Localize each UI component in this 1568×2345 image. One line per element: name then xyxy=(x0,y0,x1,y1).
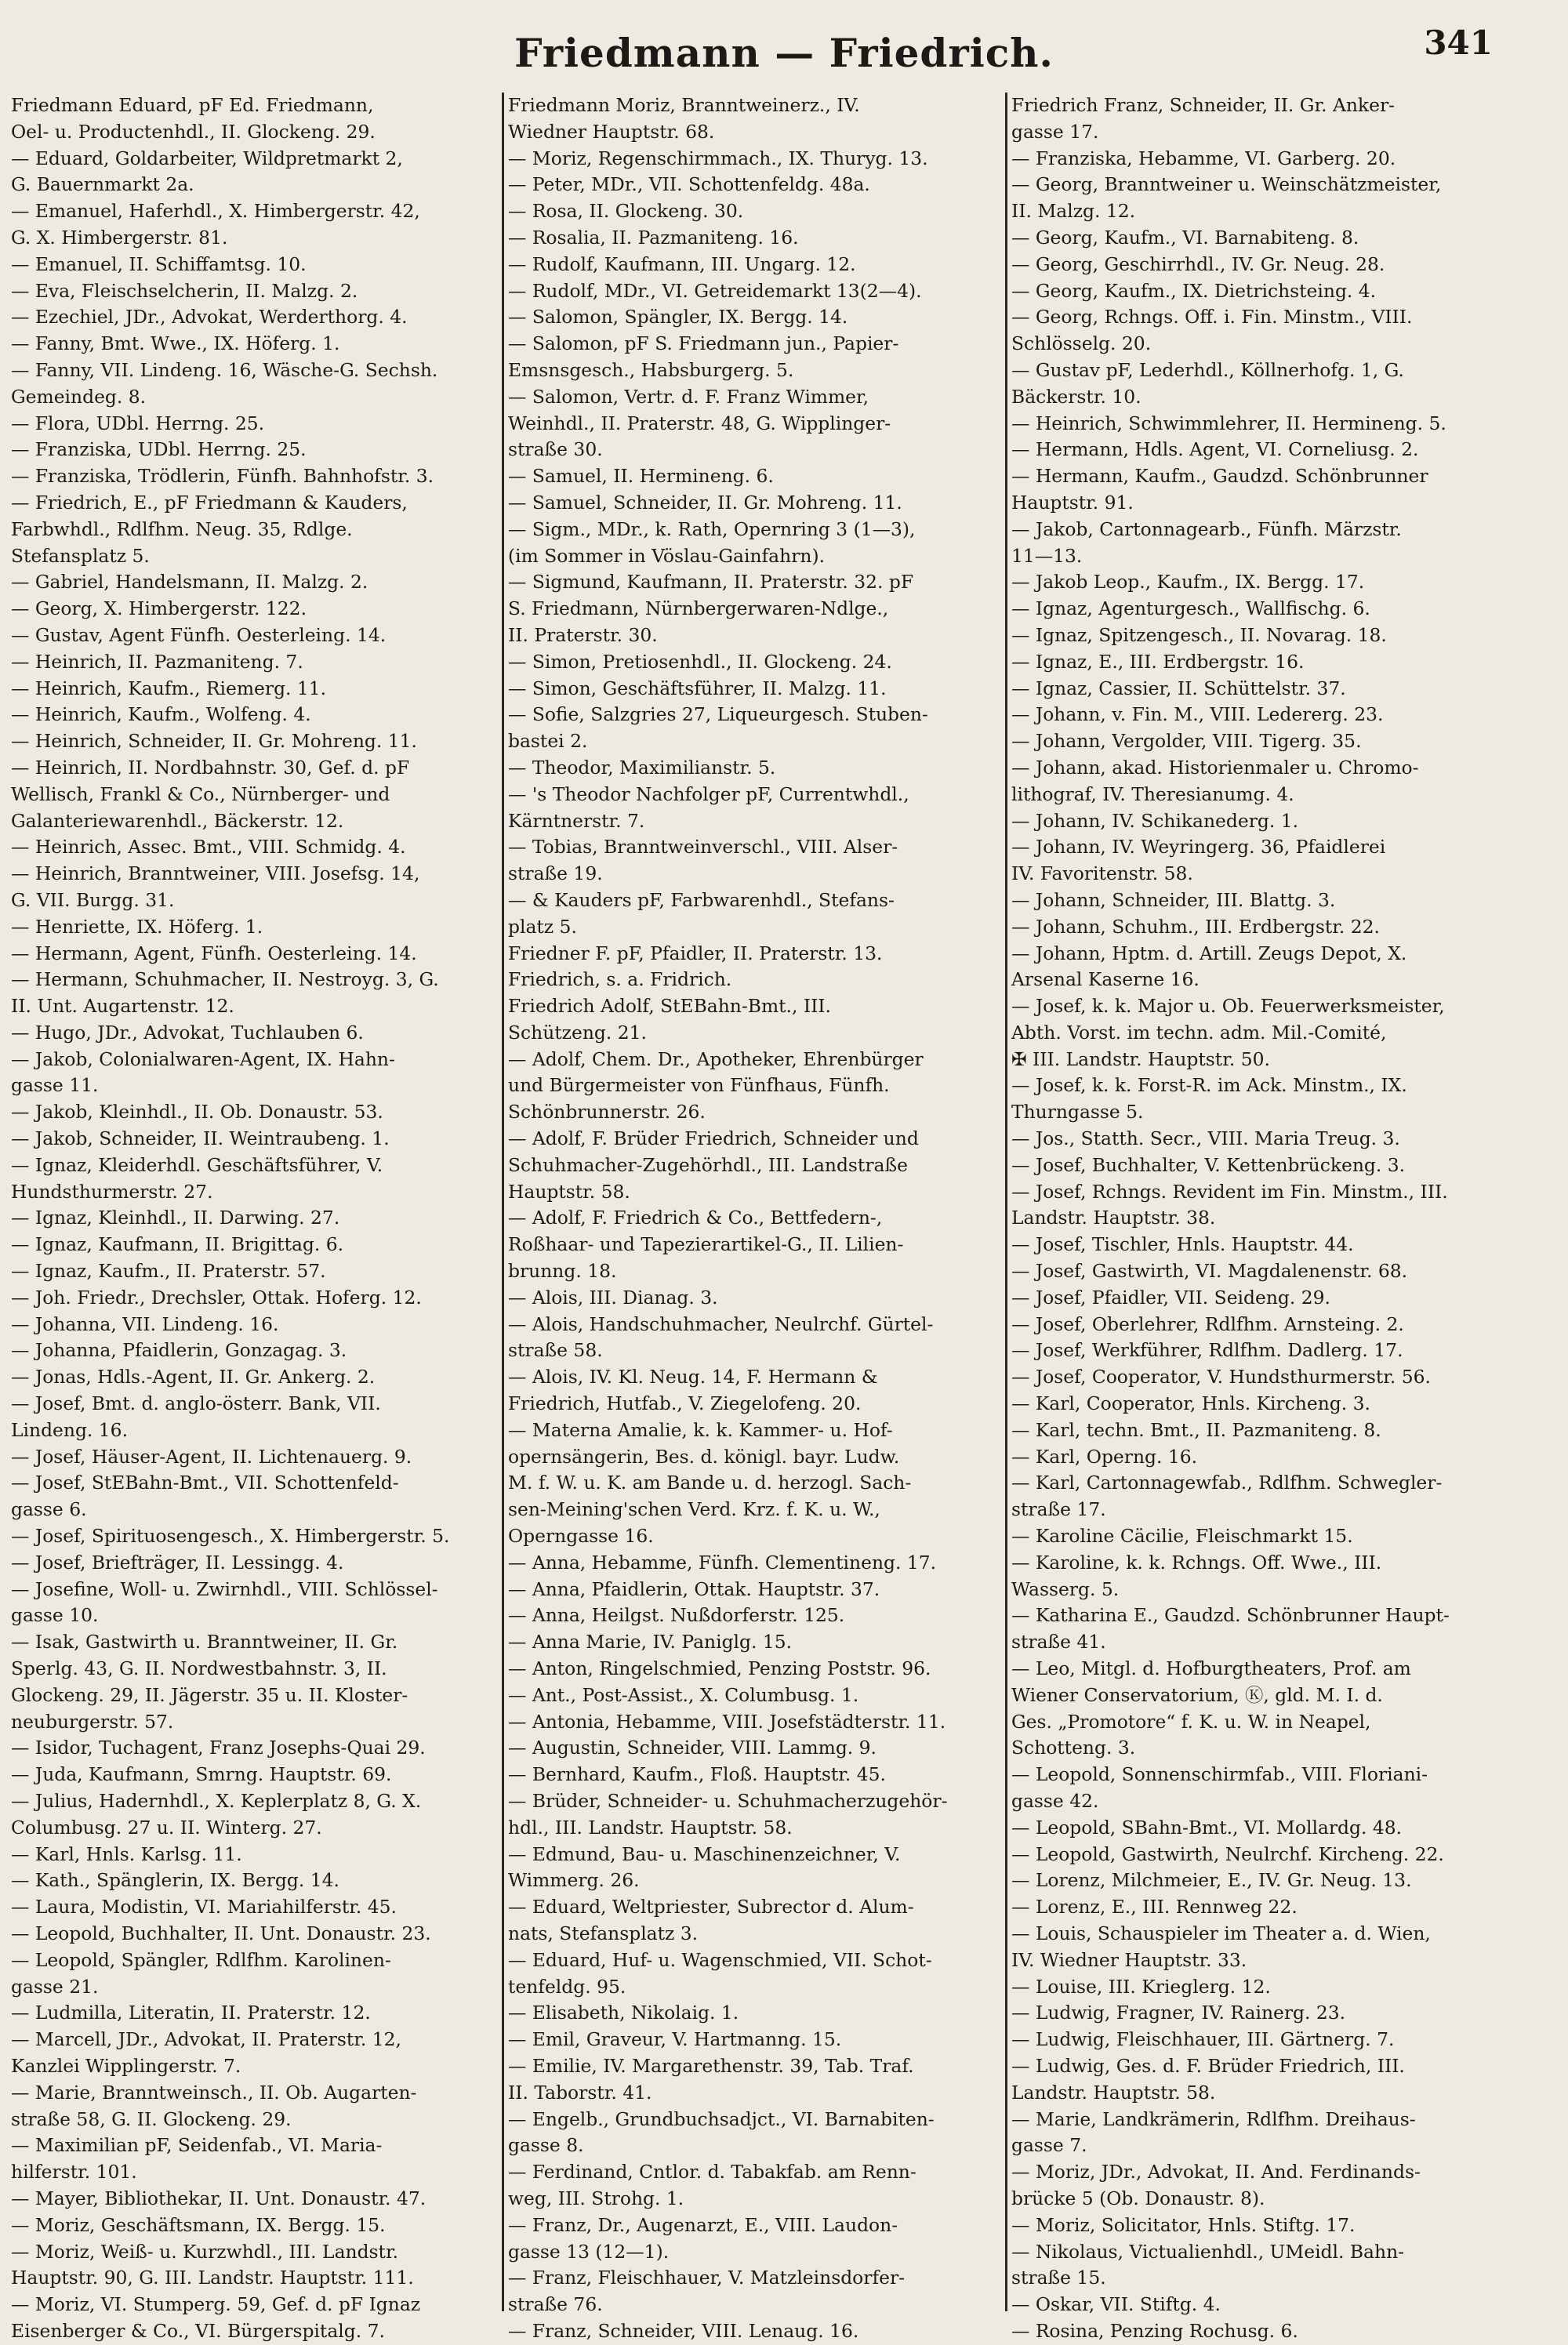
directory-entry-line: weg, III. Strohg. 1. xyxy=(508,2187,684,2209)
directory-entry-line: — Johann, akad. Historienmaler u. Chromo- xyxy=(1011,756,1419,779)
directory-entry-line: — Ferdinand, Cntlor. d. Tabakfab. am Renn- xyxy=(508,2161,916,2183)
directory-entry-line: — Bernhard, Kaufm., Floß. Hauptstr. 45. xyxy=(508,1763,886,1786)
directory-entry-line: — Alois, III. Dianag. 3. xyxy=(508,1286,718,1309)
directory-entry-line: — Rosa, II. Glockeng. 30. xyxy=(508,200,744,223)
directory-entry-line: — Salomon, Vertr. d. F. Franz Wimmer, xyxy=(508,385,869,408)
directory-entry-line: — Gustav, Agent Fünfh. Oesterleing. 14. xyxy=(11,623,387,646)
directory-entry-line: Abth. Vorst. im techn. adm. Mil.-Comité, xyxy=(1011,1021,1387,1044)
directory-entry-line: sen-Meining'schen Verd. Krz. f. K. u. W., xyxy=(508,1498,880,1521)
directory-entry-line: — Ludmilla, Literatin, II. Praterstr. 12. xyxy=(11,2002,371,2024)
directory-entry-line: Wiener Conservatorium, Ⓚ, gld. M. I. d. xyxy=(1011,1683,1383,1706)
directory-entry-line: — 's Theodor Nachfolger pF, Currentwhdl., xyxy=(508,782,909,805)
directory-entry-line: — Johann, Hptm. d. Artill. Zeugs Depot, X. xyxy=(1011,942,1407,964)
directory-entry-line: Friedrich, Hutfab., V. Ziegelofeng. 20. xyxy=(508,1392,862,1415)
directory-entry-line: Stefansplatz 5. xyxy=(11,544,150,567)
directory-entry-line: — Sigmund, Kaufmann, II. Praterstr. 32. pF xyxy=(508,571,914,594)
directory-entry-line: — Flora, UDbl. Herrng. 25. xyxy=(11,412,265,434)
directory-entry-line: Friedrich Adolf, StEBahn-Bmt., III. xyxy=(508,995,831,1018)
directory-entry-line: straße 76. xyxy=(508,2293,603,2316)
running-title: Friedmann — Friedrich. xyxy=(514,30,1054,76)
directory-entry-line: Lindeng. 16. xyxy=(11,1418,129,1441)
directory-entry-line: — Ludwig, Fragner, IV. Rainerg. 23. xyxy=(1011,2002,1346,2024)
directory-entry-line: II. Taborstr. 41. xyxy=(508,2081,652,2104)
directory-entry-line: — Leopold, Sonnenschirmfab., VIII. Floriani- xyxy=(1011,1763,1428,1786)
directory-entry-line: — Jonas, Hdls.-Agent, II. Gr. Ankerg. 2. xyxy=(11,1366,376,1388)
directory-entry-line: Landstr. Hauptstr. 38. xyxy=(1011,1207,1216,1229)
directory-entry-line: — Georg, Branntweiner u. Weinschätzmeister, xyxy=(1011,173,1442,196)
directory-entry-line: — Ignaz, Spitzengesch., II. Novarag. 18. xyxy=(1011,623,1387,646)
directory-entry-line: — Heinrich, Kaufm., Wolfeng. 4. xyxy=(11,703,311,726)
directory-entry-line: — Johann, Vergolder, VIII. Tigerg. 35. xyxy=(1011,730,1362,753)
directory-entry-line: — Rudolf, MDr., VI. Getreidemarkt 13(2—4). xyxy=(508,279,922,302)
directory-entry-line: — Georg, Kaufm., IX. Dietrichsteing. 4. xyxy=(1011,279,1377,302)
directory-entry-line: Schotteng. 3. xyxy=(1011,1737,1136,1759)
directory-entry-line: Hauptstr. 58. xyxy=(508,1180,630,1203)
directory-entry-line: S. Friedmann, Nürnbergerwaren-Ndlge., xyxy=(508,597,889,620)
directory-entry-line: — Jakob, Kleinhdl., II. Ob. Donaustr. 53. xyxy=(11,1101,383,1123)
directory-entry-line: platz 5. xyxy=(508,915,577,938)
directory-entry-line: Operngasse 16. xyxy=(508,1525,654,1548)
directory-entry-line: Oel- u. Productenhdl., II. Glockeng. 29. xyxy=(11,120,376,143)
directory-entry-line: straße 58, G. II. Glockeng. 29. xyxy=(11,2107,292,2130)
directory-entry-line: — Ignaz, Cassier, II. Schüttelstr. 37. xyxy=(1011,677,1346,699)
directory-entry-line: — Leo, Mitgl. d. Hofburgtheaters, Prof. am xyxy=(1011,1657,1411,1680)
directory-entry-line: — Heinrich, Kaufm., Riemerg. 11. xyxy=(11,677,327,699)
directory-entry-line: gasse 17. xyxy=(1011,120,1099,143)
directory-entry-line: IV. Favoritenstr. 58. xyxy=(1011,862,1193,885)
directory-entry-line: — Josef, Rchngs. Revident im Fin. Minstm., III. xyxy=(1011,1180,1448,1203)
directory-entry-line: — Georg, Geschirrhdl., IV. Gr. Neug. 28. xyxy=(1011,252,1385,275)
directory-entry-line: — Laura, Modistin, VI. Mariahilferstr. 45. xyxy=(11,1896,397,1918)
directory-entry-line: — Eduard, Goldarbeiter, Wildpretmarkt 2, xyxy=(11,147,403,169)
directory-entry-line: Schönbrunnerstr. 26. xyxy=(508,1101,706,1123)
directory-entry-line: Friedner F. pF, Pfaidler, II. Praterstr. 13. xyxy=(508,942,883,964)
directory-entry-line: — Isak, Gastwirth u. Branntweiner, II. Gr. xyxy=(11,1631,398,1653)
directory-entry-line: — Josef, Häuser-Agent, II. Lichtenauerg. 9. xyxy=(11,1445,412,1468)
directory-entry-line: gasse 8. xyxy=(508,2134,584,2157)
directory-entry-line: — Emilie, IV. Margarethenstr. 39, Tab. Traf. xyxy=(508,2054,914,2077)
directory-entry-line: — Louise, III. Krieglerg. 12. xyxy=(1011,1975,1271,1998)
directory-entry-line: — Leopold, SBahn-Bmt., VI. Mollardg. 48. xyxy=(1011,1816,1403,1839)
directory-entry-line: — Johanna, VII. Lindeng. 16. xyxy=(11,1312,279,1335)
directory-entry-line: — Franziska, Trödlerin, Fünfh. Bahnhofstr. 3. xyxy=(11,465,434,488)
directory-entry-line: Hauptstr. 90, G. III. Landstr. Hauptstr. 111. xyxy=(11,2267,414,2289)
directory-entry-line: — Jakob, Colonialwaren-Agent, IX. Hahn- xyxy=(11,1047,395,1070)
directory-entry-line: Wasserg. 5. xyxy=(1011,1577,1120,1600)
directory-entry-line: — Joh. Friedr., Drechsler, Ottak. Hoferg. 12. xyxy=(11,1286,422,1309)
directory-entry-line: brunng. 18. xyxy=(508,1260,617,1283)
directory-entry-line: — Ant., Post-Assist., X. Columbusg. 1. xyxy=(508,1683,859,1706)
directory-entry-line: — Moriz, VI. Stumperg. 59, Gef. d. pF Ignaz xyxy=(11,2293,421,2316)
directory-entry-line: — Hermann, Kaufm., Gaudzd. Schönbrunner xyxy=(1011,465,1428,488)
directory-entry-line: — Moriz, Regenschirmmach., IX. Thuryg. 13. xyxy=(508,147,928,169)
directory-entry-line: neuburgerstr. 57. xyxy=(11,1710,174,1733)
directory-entry-line: gasse 6. xyxy=(11,1498,87,1521)
directory-entry-line: — Hermann, Agent, Fünfh. Oesterleing. 14. xyxy=(11,942,417,964)
page-number: 341 xyxy=(1424,24,1493,62)
directory-entry-line: — Franz, Schneider, VIII. Lenaug. 16. xyxy=(508,2319,859,2342)
directory-entry-line: — Marie, Landkrämerin, Rdlfhm. Dreihaus- xyxy=(1011,2107,1416,2130)
directory-entry-line: — Josef, Pfaidler, VII. Seideng. 29. xyxy=(1011,1286,1330,1309)
directory-entry-line: — Rosalia, II. Pazmaniteng. 16. xyxy=(508,226,799,249)
directory-entry-line: — Brüder, Schneider- u. Schuhmacherzugehör- xyxy=(508,1790,948,1812)
directory-entry-line: — Kath., Spänglerin, IX. Bergg. 14. xyxy=(11,1869,339,1892)
directory-entry-line: — Anna Marie, IV. Paniglg. 15. xyxy=(508,1631,793,1653)
directory-entry-line: — Rosina, Penzing Rochusg. 6. xyxy=(1011,2319,1298,2342)
directory-entry-line: — Karl, Operng. 16. xyxy=(1011,1445,1198,1468)
directory-entry-line: 11—13. xyxy=(1011,544,1083,567)
directory-entry-line: — Johann, Schneider, III. Blattg. 3. xyxy=(1011,888,1336,911)
directory-entry-line: — Karl, techn. Bmt., II. Pazmaniteng. 8. xyxy=(1011,1418,1381,1441)
directory-entry-line: — Moriz, Geschäftsmann, IX. Bergg. 15. xyxy=(11,2213,386,2236)
directory-entry-line: — Sigm., MDr., k. Rath, Opernring 3 (1—3), xyxy=(508,517,916,540)
directory-entry-line: — Josef, Bmt. d. anglo-österr. Bank, VII. xyxy=(11,1392,381,1415)
directory-entry-line: — Josef, Briefträger, II. Lessingg. 4. xyxy=(11,1551,344,1574)
directory-entry-line: — Ignaz, Kaufmann, II. Brigittag. 6. xyxy=(11,1233,344,1256)
directory-entry-line: — Ignaz, Kleinhdl., II. Darwing. 27. xyxy=(11,1207,340,1229)
directory-entry-line: — Ignaz, Agenturgesch., Wallfischg. 6. xyxy=(1011,597,1370,620)
directory-entry-line: straße 17. xyxy=(1011,1498,1106,1521)
directory-entry-line: opernsängerin, Bes. d. königl. bayr. Ludw. xyxy=(508,1445,900,1468)
directory-entry-line: hilferstr. 101. xyxy=(11,2161,137,2183)
directory-entry-line: tenfeldg. 95. xyxy=(508,1975,626,1998)
directory-entry-line: — Gabriel, Handelsmann, II. Malzg. 2. xyxy=(11,571,368,594)
directory-entry-line: — Josef, Werkführer, Rdlfhm. Dadlerg. 17. xyxy=(1011,1339,1403,1362)
directory-entry-line: — Franziska, Hebamme, VI. Garberg. 20. xyxy=(1011,147,1396,169)
directory-entry-line: — Henriette, IX. Höferg. 1. xyxy=(11,915,263,938)
directory-entry-line: Hundsthurmerstr. 27. xyxy=(11,1180,213,1203)
directory-entry-line: — Adolf, F. Brüder Friedrich, Schneider und xyxy=(508,1127,919,1150)
directory-entry-line: Landstr. Hauptstr. 58. xyxy=(1011,2081,1216,2104)
directory-entry-line: — Karoline, k. k. Rchngs. Off. Wwe., III. xyxy=(1011,1551,1382,1574)
directory-entry-line: — Marcell, JDr., Advokat, II. Praterstr. 12, xyxy=(11,2028,401,2051)
directory-entry-line: hdl., III. Landstr. Hauptstr. 58. xyxy=(508,1816,793,1839)
directory-entry-line: — Eduard, Weltpriester, Subrector d. Alum- xyxy=(508,1896,914,1918)
directory-entry-line: — Karoline Cäcilie, Fleischmarkt 15. xyxy=(1011,1525,1353,1548)
directory-entry-line: — Leopold, Spängler, Rdlfhm. Karolinen- xyxy=(11,1948,391,1971)
directory-entry-line: — Simon, Geschäftsführer, II. Malzg. 11. xyxy=(508,677,887,699)
directory-entry-line: gasse 10. xyxy=(11,1604,99,1627)
directory-entry-line: — Antonia, Hebamme, VIII. Josefstädterstr. 11. xyxy=(508,1710,946,1733)
page-header xyxy=(0,0,1568,85)
directory-entry-line: — Anna, Hebamme, Fünfh. Clementineng. 17. xyxy=(508,1551,937,1574)
directory-entry-line: — Hermann, Schuhmacher, II. Nestroyg. 3, G. xyxy=(11,968,439,991)
directory-entry-line: — Ignaz, E., III. Erdbergstr. 16. xyxy=(1011,650,1305,673)
directory-entry-line: — Adolf, Chem. Dr., Apotheker, Ehrenbürger xyxy=(508,1047,924,1070)
directory-entry-line: — Louis, Schauspieler im Theater a. d. Wien, xyxy=(1011,1922,1431,1944)
directory-entry-line: Glockeng. 29, II. Jägerstr. 35 u. II. Kloster- xyxy=(11,1683,408,1706)
directory-entry-line: — Johann, IV. Weyringerg. 36, Pfaidlerei xyxy=(1011,836,1386,859)
column-divider xyxy=(1005,93,1007,2311)
directory-entry-line: Arsenal Kaserne 16. xyxy=(1011,968,1200,991)
directory-entry-line: G. VII. Burgg. 31. xyxy=(11,888,175,911)
directory-entry-line: — Emil, Graveur, V. Hartmanng. 15. xyxy=(508,2028,842,2051)
directory-entry-line: — Gustav pF, Lederhdl., Köllnerhofg. 1, G. xyxy=(1011,358,1404,381)
directory-entry-line: Galanteriewarenhdl., Bäckerstr. 12. xyxy=(11,809,344,832)
directory-entry-line: — Moriz, Weiß- u. Kurzwhdl., III. Landstr. xyxy=(11,2240,398,2263)
directory-entry-line: — Moriz, JDr., Advokat, II. And. Ferdinands- xyxy=(1011,2161,1421,2183)
directory-entry-line: Emsnsgesch., Habsburgerg. 5. xyxy=(508,358,794,381)
directory-entry-line: — Jakob Leop., Kaufm., IX. Bergg. 17. xyxy=(1011,571,1365,594)
directory-entry-line: Sperlg. 43, G. II. Nordwestbahnstr. 3, II. xyxy=(11,1657,387,1680)
directory-entry-line: Kärntnerstr. 7. xyxy=(508,809,645,832)
directory-entry-line: gasse 42. xyxy=(1011,1790,1099,1812)
directory-entry-line: — Katharina E., Gaudzd. Schönbrunner Haupt- xyxy=(1011,1604,1450,1627)
directory-entry-line: — Emanuel, II. Schiffamtsg. 10. xyxy=(11,252,307,275)
directory-entry-line: — Karl, Hnls. Karlsg. 11. xyxy=(11,1842,242,1865)
directory-entry-line: — Eva, Fleischselcherin, II. Malzg. 2. xyxy=(11,279,358,302)
directory-entry-line: — Juda, Kaufmann, Smrng. Hauptstr. 69. xyxy=(11,1763,392,1786)
directory-entry-line: — Jakob, Cartonnagearb., Fünfh. Märzstr. xyxy=(1011,517,1402,540)
directory-entry-line: gasse 13 (12—1). xyxy=(508,2240,670,2263)
directory-entry-line: — Heinrich, Branntweiner, VIII. Josefsg. 14, xyxy=(11,862,420,885)
directory-entry-line: — Ignaz, Kleiderhdl. Geschäftsführer, V. xyxy=(11,1153,383,1176)
directory-entry-line: — Emanuel, Haferhdl., X. Himbergerstr. 42, xyxy=(11,200,420,223)
directory-entry-line: — Josef, StEBahn-Bmt., VII. Schottenfeld- xyxy=(11,1472,399,1494)
directory-entry-line: — Georg, Rchngs. Off. i. Fin. Minstm., VIII. xyxy=(1011,306,1413,329)
directory-entry-line: — Anna, Pfaidlerin, Ottak. Hauptstr. 37. xyxy=(508,1577,880,1600)
directory-entry-line: — Johann, Schuhm., III. Erdbergstr. 22. xyxy=(1011,915,1380,938)
directory-entry-line: — Alois, IV. Kl. Neug. 14, F. Hermann & xyxy=(508,1366,878,1388)
directory-entry-line: — Ignaz, Kaufm., II. Praterstr. 57. xyxy=(11,1260,326,1283)
directory-entry-line: — Hugo, JDr., Advokat, Tuchlauben 6. xyxy=(11,1021,364,1044)
directory-entry-line: — Josef, k. k. Major u. Ob. Feuerwerksmeister, xyxy=(1011,995,1445,1018)
directory-entry-line: — Ludwig, Fleischhauer, III. Gärtnerg. 7. xyxy=(1011,2028,1395,2051)
directory-entry-line: gasse 7. xyxy=(1011,2134,1087,2157)
directory-entry-line: — Franz, Fleischhauer, V. Matzleinsdorfer- xyxy=(508,2267,906,2289)
directory-entry-line: Weinhdl., II. Praterstr. 48, G. Wipplinger- xyxy=(508,412,891,434)
directory-entry-line: — Simon, Pretiosenhdl., II. Glockeng. 24. xyxy=(508,650,892,673)
directory-entry-line: — Ezechiel, JDr., Advokat, Werderthorg. 4. xyxy=(11,306,408,329)
directory-entry-line: — Johann, IV. Schikanederg. 1. xyxy=(1011,809,1299,832)
directory-entry-line: — Heinrich, Schneider, II. Gr. Mohreng. 11. xyxy=(11,730,417,753)
directory-entry-line: — Sofie, Salzgries 27, Liqueurgesch. Stuben- xyxy=(508,703,928,726)
directory-entry-line: — Josef, Gastwirth, VI. Magdalenenstr. 68. xyxy=(1011,1260,1408,1283)
directory-entry-line: — Heinrich, Schwimmlehrer, II. Hermineng. 5. xyxy=(1011,412,1446,434)
directory-entry-line: Gemeindeg. 8. xyxy=(11,385,147,408)
directory-entry-line: Schlösselg. 20. xyxy=(1011,332,1152,355)
directory-entry-line: — Nikolaus, Victualienhdl., UMeidl. Bahn- xyxy=(1011,2240,1405,2263)
directory-entry-line: — Georg, Kaufm., VI. Barnabiteng. 8. xyxy=(1011,226,1359,249)
directory-entry-line: — Isidor, Tuchagent, Franz Josephs-Quai 29. xyxy=(11,1737,426,1759)
directory-entry-line: Kanzlei Wipplingerstr. 7. xyxy=(11,2054,241,2077)
directory-entry-line: ✠ III. Landstr. Hauptstr. 50. xyxy=(1011,1047,1270,1070)
directory-entry-line: IV. Wiedner Hauptstr. 33. xyxy=(1011,1948,1247,1971)
directory-entry-line: — Adolf, F. Friedrich & Co., Bettfedern-, xyxy=(508,1207,883,1229)
directory-entry-line: — Marie, Branntweinsch., II. Ob. Augarten- xyxy=(11,2081,417,2104)
directory-entry-line: — Josef, Cooperator, V. Hundsthurmerstr. 56. xyxy=(1011,1366,1431,1388)
directory-entry-line: — Edmund, Bau- u. Maschinenzeichner, V. xyxy=(508,1842,901,1865)
directory-entry-line: Friedmann Moriz, Branntweinerz., IV. xyxy=(508,94,860,116)
directory-entry-line: — Julius, Hadernhdl., X. Keplerplatz 8, G. X. xyxy=(11,1790,422,1812)
directory-entry-line: — Franz, Dr., Augenarzt, E., VIII. Laudon- xyxy=(508,2213,898,2236)
directory-entry-line: Friedmann Eduard, pF Ed. Friedmann, xyxy=(11,94,374,116)
directory-entry-line: — Salomon, Spängler, IX. Bergg. 14. xyxy=(508,306,848,329)
directory-entry-line: — Lorenz, E., III. Rennweg 22. xyxy=(1011,1896,1298,1918)
directory-column-2 xyxy=(508,93,994,2342)
directory-entry-line: — Heinrich, II. Pazmaniteng. 7. xyxy=(11,650,303,673)
directory-entry-line: — Jakob, Schneider, II. Weintraubeng. 1. xyxy=(11,1127,390,1150)
directory-entry-line: straße 41. xyxy=(1011,1631,1106,1653)
directory-entry-line: Friedrich Franz, Schneider, II. Gr. Anker- xyxy=(1011,94,1396,116)
directory-entry-line: Schützeng. 21. xyxy=(508,1021,647,1044)
directory-entry-line: — Theodor, Maximilianstr. 5. xyxy=(508,756,776,779)
directory-entry-line: — Engelb., Grundbuchsadjct., VI. Barnabiten- xyxy=(508,2107,935,2130)
directory-entry-line: Roßhaar- und Tapezierartikel-G., II. Lilien- xyxy=(508,1233,904,1256)
directory-entry-line: Ges. „Promotore“ f. K. u. W. in Neapel, xyxy=(1011,1710,1371,1733)
directory-entry-line: straße 58. xyxy=(508,1339,603,1362)
directory-entry-line: — Alois, Handschuhmacher, Neulrchf. Gürtel- xyxy=(508,1312,934,1335)
directory-entry-line: — Josef, Spirituosengesch., X. Himbergerstr. 5. xyxy=(11,1525,450,1548)
directory-entry-line: — Moriz, Solicitator, Hnls. Stiftg. 17. xyxy=(1011,2213,1356,2236)
directory-entry-line: G. Bauernmarkt 2a. xyxy=(11,173,194,196)
directory-entry-line: — Maximilian pF, Seidenfab., VI. Maria- xyxy=(11,2134,383,2157)
directory-entry-line: — Tobias, Branntweinverschl., VIII. Alser- xyxy=(508,836,898,859)
directory-entry-line: — Josef, Tischler, Hnls. Hauptstr. 44. xyxy=(1011,1233,1354,1256)
directory-column-1 xyxy=(11,93,497,2342)
column-divider xyxy=(502,93,504,2311)
directory-entry-line: — Lorenz, Milchmeier, E., IV. Gr. Neug. 13. xyxy=(1011,1869,1412,1892)
directory-entry-line: — Anton, Ringelschmied, Penzing Poststr. 96. xyxy=(508,1657,931,1680)
directory-entry-line: — Augustin, Schneider, VIII. Lammg. 9. xyxy=(508,1737,877,1759)
directory-entry-line: Thurngasse 5. xyxy=(1011,1101,1144,1123)
directory-entry-line: straße 30. xyxy=(508,438,603,461)
directory-entry-line: — Johanna, Pfaidlerin, Gonzagag. 3. xyxy=(11,1339,347,1362)
directory-entry-line: — Jos., Statth. Secr., VIII. Maria Treug. 3. xyxy=(1011,1127,1400,1150)
directory-entry-line: M. f. W. u. K. am Bande u. d. herzogl. Sach- xyxy=(508,1472,912,1494)
directory-entry-line: — Samuel, II. Hermineng. 6. xyxy=(508,465,774,488)
directory-entry-line: — Elisabeth, Nikolaig. 1. xyxy=(508,2002,739,2024)
directory-entry-line: — Rudolf, Kaufmann, III. Ungarg. 12. xyxy=(508,252,856,275)
directory-column-3 xyxy=(1011,93,1497,2342)
directory-entry-line: Eisenberger & Co., VI. Bürgerspitalg. 7. xyxy=(11,2319,385,2342)
directory-entry-line: gasse 21. xyxy=(11,1975,99,1998)
directory-entry-line: — Johann, v. Fin. M., VIII. Ledererg. 23. xyxy=(1011,703,1384,726)
directory-entry-line: — Samuel, Schneider, II. Gr. Mohreng. 11. xyxy=(508,491,902,514)
directory-entry-line: Wiedner Hauptstr. 68. xyxy=(508,120,715,143)
directory-entry-line: — Heinrich, Assec. Bmt., VIII. Schmidg. 4. xyxy=(11,836,406,859)
directory-entry-line: — Salomon, pF S. Friedmann jun., Papier- xyxy=(508,332,899,355)
directory-entry-line: Bäckerstr. 10. xyxy=(1011,385,1142,408)
directory-entry-line: — Josef, Buchhalter, V. Kettenbrückeng. 3. xyxy=(1011,1153,1406,1176)
directory-entry-line: — Josef, Oberlehrer, Rdlfhm. Arnsteing. 2. xyxy=(1011,1312,1404,1335)
directory-entry-line: brücke 5 (Ob. Donaustr. 8). xyxy=(1011,2187,1265,2209)
directory-entry-line: nats, Stefansplatz 3. xyxy=(508,1922,699,1944)
directory-entry-line: Wimmerg. 26. xyxy=(508,1869,640,1892)
directory-entry-line: — Fanny, VII. Lindeng. 16, Wäsche-G. Sechsh. xyxy=(11,358,438,381)
directory-entry-line: gasse 11. xyxy=(11,1074,99,1097)
directory-entry-line: — Heinrich, II. Nordbahnstr. 30, Gef. d. pF xyxy=(11,756,410,779)
directory-entry-line: Farbwhdl., Rdlfhm. Neug. 35, Rdlge. xyxy=(11,517,353,540)
directory-entry-line: — Eduard, Huf- u. Wagenschmied, VII. Schot- xyxy=(508,1948,932,1971)
directory-entry-line: — Materna Amalie, k. k. Kammer- u. Hof- xyxy=(508,1418,893,1441)
directory-entry-line: — Franziska, UDbl. Herrng. 25. xyxy=(11,438,307,461)
directory-entry-line: — Karl, Cartonnagewfab., Rdlfhm. Schwegler- xyxy=(1011,1472,1443,1494)
directory-entry-line: straße 19. xyxy=(508,862,603,885)
directory-entry-line: — Anna, Heilgst. Nußdorferstr. 125. xyxy=(508,1604,845,1627)
directory-entry-line: — Friedrich, E., pF Friedmann & Kauders, xyxy=(11,491,408,514)
directory-entry-line: II. Malzg. 12. xyxy=(1011,200,1136,223)
directory-entry-line: — Mayer, Bibliothekar, II. Unt. Donaustr. 47. xyxy=(11,2187,426,2209)
directory-entry-line: — Fanny, Bmt. Wwe., IX. Höferg. 1. xyxy=(11,332,340,355)
directory-entry-line: — Leopold, Buchhalter, II. Unt. Donaustr. 23. xyxy=(11,1922,431,1944)
directory-entry-line: — Ludwig, Ges. d. F. Brüder Friedrich, III. xyxy=(1011,2054,1405,2077)
directory-entry-line: Schuhmacher-Zugehörhdl., III. Landstraße xyxy=(508,1153,908,1176)
directory-entry-line: Hauptstr. 91. xyxy=(1011,491,1134,514)
directory-entry-line: Columbusg. 27 u. II. Winterg. 27. xyxy=(11,1816,322,1839)
directory-entry-line: Friedrich, s. a. Fridrich. xyxy=(508,968,732,991)
directory-entry-line: II. Praterstr. 30. xyxy=(508,623,658,646)
directory-entry-line: — Josef, k. k. Forst-R. im Ack. Minstm., IX. xyxy=(1011,1074,1407,1097)
directory-entry-line: — Leopold, Gastwirth, Neulrchf. Kircheng. 22. xyxy=(1011,1842,1444,1865)
directory-entry-line: bastei 2. xyxy=(508,730,588,753)
directory-entry-line: G. X. Himbergerstr. 81. xyxy=(11,226,228,249)
directory-entry-line: — Josefine, Woll- u. Zwirnhdl., VIII. Schlössel- xyxy=(11,1577,438,1600)
directory-entry-line: — Oskar, VII. Stiftg. 4. xyxy=(1011,2293,1221,2316)
directory-entry-line: (im Sommer in Vöslau-Gainfahrn). xyxy=(508,544,826,567)
directory-entry-line: Wellisch, Frankl & Co., Nürnberger- und xyxy=(11,782,390,805)
directory-entry-line: lithograf, IV. Theresianumg. 4. xyxy=(1011,782,1294,805)
directory-entry-line: — Karl, Cooperator, Hnls. Kircheng. 3. xyxy=(1011,1392,1370,1415)
directory-entry-line: — Georg, X. Himbergerstr. 122. xyxy=(11,597,307,620)
directory-entry-line: II. Unt. Augartenstr. 12. xyxy=(11,995,234,1018)
directory-entry-line: — & Kauders pF, Farbwarenhdl., Stefans- xyxy=(508,888,895,911)
directory-entry-line: — Hermann, Hdls. Agent, VI. Corneliusg. 2. xyxy=(1011,438,1419,461)
directory-entry-line: und Bürgermeister von Fünfhaus, Fünfh. xyxy=(508,1074,890,1097)
directory-entry-line: straße 15. xyxy=(1011,2267,1106,2289)
directory-entry-line: — Peter, MDr., VII. Schottenfeldg. 48a. xyxy=(508,173,870,196)
